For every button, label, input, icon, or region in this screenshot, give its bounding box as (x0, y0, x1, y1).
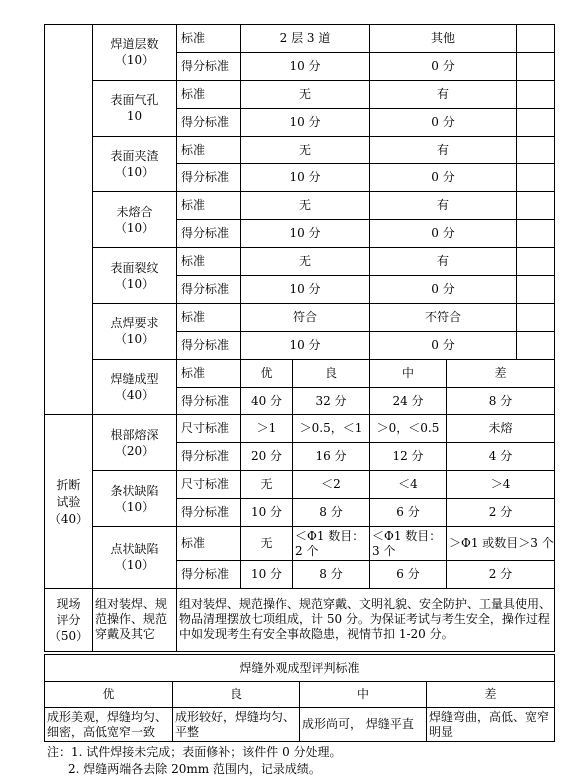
score-pass: 10 分 (241, 331, 370, 359)
category-cell (93, 248, 177, 304)
score-level-3: 12 分 (370, 443, 447, 471)
category-score: 10 (126, 109, 143, 124)
standard-pass: 无 (241, 248, 370, 276)
blank-cell (517, 52, 555, 80)
standard-level-3: 中 (370, 359, 447, 387)
standard-level-4: ＞Φ1 或数目＞3 个 (447, 527, 555, 561)
category-cell (93, 303, 177, 359)
standard-label: 标准 (177, 248, 241, 276)
grade-poor: 差 (427, 682, 555, 708)
standard-label: 标准 (177, 80, 241, 108)
score-pass: 10 分 (241, 108, 370, 136)
standard-level-3: ＞0，＜0.5 (370, 415, 447, 443)
grade-excellent: 优 (45, 682, 173, 708)
score-pass: 10 分 (241, 164, 370, 192)
score-fail: 0 分 (370, 164, 517, 192)
score-level-4: 2 分 (447, 561, 555, 589)
category-score: （10） (114, 332, 155, 347)
blank-cell (517, 25, 555, 53)
standard-level-1: 优 (241, 359, 293, 387)
score-level-2: 8 分 (293, 499, 370, 527)
category-score: （10） (114, 53, 155, 68)
score-pass: 10 分 (241, 276, 370, 304)
standard-fail: 有 (370, 80, 517, 108)
score-standard-label: 得分标准 (177, 108, 241, 136)
standard-level-4: 未熔 (447, 415, 555, 443)
standard-label: 标准 (177, 136, 241, 164)
score-standard-label: 得分标准 (177, 499, 241, 527)
standard-level-1: ＞1 (241, 415, 293, 443)
standard-fail: 有 (370, 192, 517, 220)
standard-label: 标准 (177, 192, 241, 220)
score-level-4: 2 分 (447, 499, 555, 527)
standard-label: 标准 (177, 303, 241, 331)
blank-cell (517, 108, 555, 136)
note-2: 2. 焊缝两端各去除 20mm 范围内，记录成绩。 (68, 762, 321, 776)
standard-level-1: 无 (241, 527, 293, 561)
category-cell (93, 192, 177, 248)
category-score: （40） (114, 388, 155, 403)
score-level-4: 4 分 (447, 443, 555, 471)
score-pass: 10 分 (241, 52, 370, 80)
appearance-standard-table (44, 654, 555, 742)
category-score: （10） (114, 164, 155, 179)
standard-pass: 符合 (241, 303, 370, 331)
score-level-2: 16 分 (293, 443, 370, 471)
standard-pass: 无 (241, 192, 370, 220)
score-level-1: 40 分 (241, 387, 293, 415)
grade-medium: 中 (300, 682, 427, 708)
score-standard-label: 得分标准 (177, 164, 241, 192)
standard-label: 尺寸标准 (177, 415, 241, 443)
onsite-score: （50） (48, 628, 89, 643)
blank-cell (517, 248, 555, 276)
standard-fail: 有 (370, 248, 517, 276)
score-standard-label: 得分标准 (177, 331, 241, 359)
category-cell (93, 359, 177, 415)
bend-test-category (45, 415, 93, 588)
score-level-3: 24 分 (370, 387, 447, 415)
blank-cell (517, 303, 555, 331)
bend-test-name: 折断试验 (56, 477, 81, 509)
blank-cell (517, 136, 555, 164)
standard-label: 标准 (177, 25, 241, 53)
blank-cell (517, 164, 555, 192)
category-cell (93, 471, 177, 527)
score-fail: 0 分 (370, 220, 517, 248)
standard-level-3: ＜4 (370, 471, 447, 499)
onsite-category (45, 588, 93, 651)
category-name: 点状缺陷 (110, 542, 159, 557)
standard-level-2: ＜Φ1 数目：2 个 (293, 527, 370, 561)
blank-side-cell (45, 25, 93, 415)
standard-label: 尺寸标准 (177, 471, 241, 499)
category-cell (93, 415, 177, 471)
standard-fail: 不符合 (370, 303, 517, 331)
category-score: （10） (114, 220, 155, 235)
score-standard-label: 得分标准 (177, 52, 241, 80)
score-level-4: 8 分 (447, 387, 555, 415)
appearance-title: 焊缝外观成型评判标准 (45, 655, 555, 682)
score-standard-label: 得分标准 (177, 561, 241, 589)
score-standard-label: 得分标准 (177, 443, 241, 471)
standard-level-3: ＜Φ1 数目：3 个 (370, 527, 447, 561)
score-standard-label: 得分标准 (177, 387, 241, 415)
standard-label: 标准 (177, 527, 241, 561)
score-fail: 0 分 (370, 108, 517, 136)
category-cell (93, 136, 177, 192)
blank-cell (517, 276, 555, 304)
category-cell (93, 80, 177, 136)
standard-level-1: 无 (241, 471, 293, 499)
category-score: （10） (114, 276, 155, 291)
standard-fail: 其他 (370, 25, 517, 53)
score-standard-label: 得分标准 (177, 276, 241, 304)
score-level-2: 32 分 (293, 387, 370, 415)
blank-cell (517, 192, 555, 220)
standard-pass: 无 (241, 136, 370, 164)
standard-level-4: ＞4 (447, 471, 555, 499)
onsite-name: 现场评分 (56, 596, 81, 627)
category-name: 表面气孔 (110, 93, 159, 108)
category-cell (93, 527, 177, 589)
onsite-description: 组对装焊、规范操作、规范穿戴、文明礼貌、安全防护、工量具使用、物品清理摆放七项组成，计 50 分。为保证考试与考生安全，操作过程中如发现考生有安全事故隐患，视情节扣 1-20 分。 (177, 588, 555, 651)
category-name: 条状缺陷 (110, 483, 159, 498)
standard-fail: 有 (370, 136, 517, 164)
score-standard-label: 得分标准 (177, 220, 241, 248)
score-level-3: 6 分 (370, 499, 447, 527)
standard-level-2: ＜2 (293, 471, 370, 499)
score-level-1: 10 分 (241, 561, 293, 589)
blank-cell (517, 331, 555, 359)
category-name: 焊道层数 (110, 37, 159, 52)
category-name: 焊缝成型 (110, 372, 159, 387)
blank-cell (517, 80, 555, 108)
grade-medium-desc: 成形尚可， 焊缝平直 (300, 708, 427, 742)
standard-pass: 2 层 3 道 (241, 25, 370, 53)
score-level-2: 8 分 (293, 561, 370, 589)
category-score: （10） (114, 499, 155, 514)
score-level-1: 10 分 (241, 499, 293, 527)
category-name: 表面裂纹 (110, 260, 159, 275)
standard-level-2: ＞0.5，＜1 (293, 415, 370, 443)
grade-excellent-desc: 成形美观，焊缝均匀、细密，高低宽窄一致 (45, 708, 173, 742)
standard-pass: 无 (241, 80, 370, 108)
blank-cell (517, 220, 555, 248)
note-1: 注：1. 试件焊接未完成；表面修补；该件件 0 分处理。 (47, 745, 342, 759)
score-level-3: 6 分 (370, 561, 447, 589)
category-score: （20） (114, 443, 155, 458)
bend-test-score: （40） (48, 511, 89, 526)
score-pass: 10 分 (241, 220, 370, 248)
standard-level-2: 良 (293, 359, 370, 387)
category-name: 根部熔深 (110, 427, 159, 442)
category-name: 未熔合 (116, 204, 153, 219)
category-cell (93, 25, 177, 81)
scoring-table (44, 24, 555, 652)
category-score: （10） (114, 558, 155, 573)
category-name: 点焊要求 (110, 316, 159, 331)
standard-label: 标准 (177, 359, 241, 387)
score-fail: 0 分 (370, 52, 517, 80)
category-name: 表面夹渣 (110, 148, 159, 163)
grade-good-desc: 成形较好，焊缝均匀、平整 (173, 708, 300, 742)
grade-poor-desc: 焊缝弯曲，高低、宽窄明显 (427, 708, 555, 742)
score-fail: 0 分 (370, 276, 517, 304)
score-level-1: 20 分 (241, 443, 293, 471)
onsite-items: 组对装焊、规范操作、规范穿戴及其它 (93, 588, 177, 651)
standard-level-4: 差 (447, 359, 555, 387)
score-fail: 0 分 (370, 331, 517, 359)
grade-good: 良 (173, 682, 300, 708)
